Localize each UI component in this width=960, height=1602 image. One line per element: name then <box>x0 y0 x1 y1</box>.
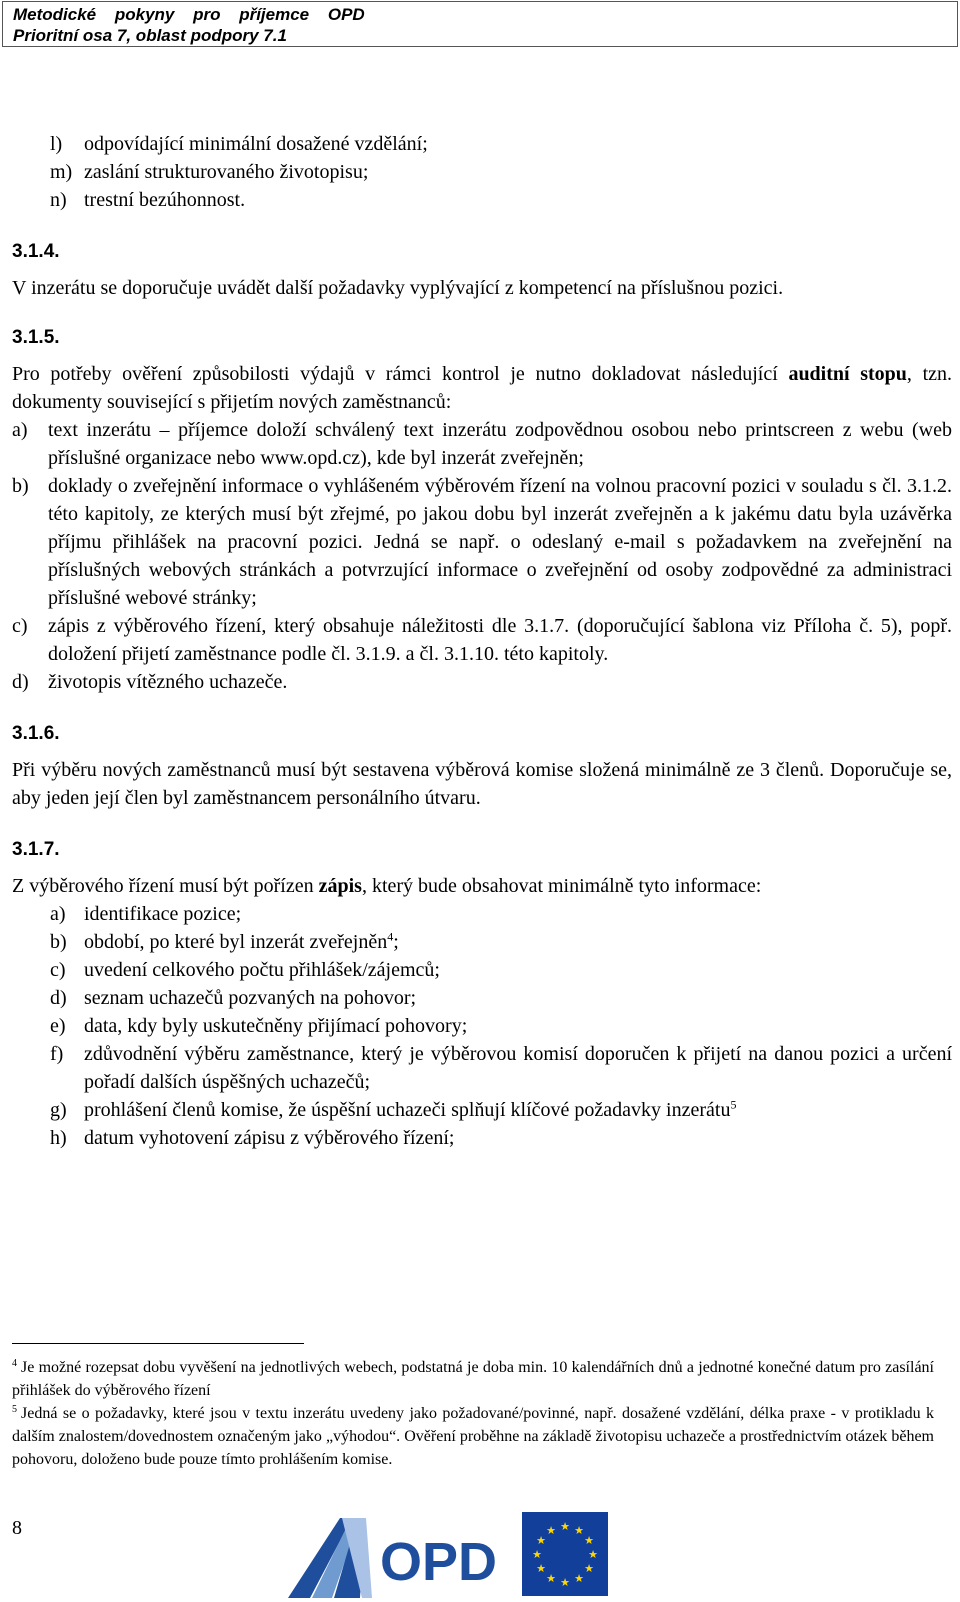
list-item-text: zápis z výběrového řízení, který obsahuje náležitosti dle 3.1.7. (doporučující šablona viz Příloha č. 5), popř. doložení přijetí zaměstnance podle čl. 3.1.9. a čl. 3.1.10. této kapitoly. <box>48 615 952 665</box>
footnote-text: Jedná se o požadavky, které jsou v textu inzerátu uvedeny jako požadované/povinné, např. dosažené vzdělání, délka praxe - v protikladu k dalším znalostem/dovednostem označeným jako „výhodou“. Ověření proběhne na základě životopisu uchazeče a prostřednictvím otázek během pohovoru, doloženo bude pouze tímto prohlášením komise. <box>12 1405 934 1468</box>
section-heading-3-1-4: 3.1.4. <box>12 241 60 262</box>
list-marker: c) <box>12 615 28 637</box>
footnote-separator <box>12 1343 304 1344</box>
svg-text:★: ★ <box>574 1524 584 1537</box>
svg-text:★: ★ <box>560 1520 570 1533</box>
list-item <box>12 956 952 984</box>
intro-text-end: , tzn. dokumenty související s přijetím nových zaměstnanců: <box>12 363 952 413</box>
intro-bold-text: auditní stopu <box>788 363 907 385</box>
intro-bold-text: zápis <box>318 875 362 897</box>
list-item-text-end: ; <box>393 931 399 953</box>
section-intro-3-1-5 <box>12 360 952 416</box>
intro-text-end: , který bude obsahovat minimálně tyto informace: <box>361 875 762 897</box>
list-item-text: doklady o zveřejnění informace o vyhlášeném výběrovém řízení na volnou pracovní pozici v souladu s čl. 3.1.2. této kapitoly, ze kterých musí být zřejmé, po jakou dobu byl inzerát zveřejněn a k jakému datu byla uzávěrka příjmu přihlášek na pracovní pozici. Jedná se např. o odeslaný e-mail s požadavkem na zveřejnění na příslušných webových stránkách a potvrzující informace o zveřejnění od osoby zodpovědné za administraci příslušné webové stránky; <box>48 475 952 609</box>
section-intro-3-1-7 <box>12 872 952 900</box>
list-item <box>12 1012 952 1040</box>
list-marker: a) <box>50 903 66 925</box>
list-item <box>12 1124 952 1152</box>
list-marker: b) <box>12 475 29 497</box>
list-item-text: datum vyhotovení zápisu z výběrového řízení; <box>84 1127 455 1149</box>
svg-text:★: ★ <box>584 1562 594 1575</box>
section-heading-3-1-6: 3.1.6. <box>12 723 60 744</box>
page-body <box>12 130 952 1152</box>
header-subtitle: Prioritní osa 7, oblast podpory 7.1 <box>13 26 287 45</box>
svg-text:★: ★ <box>584 1534 594 1547</box>
footnotes <box>12 1356 934 1471</box>
list-item <box>12 416 952 472</box>
list-marker: c) <box>50 959 66 981</box>
list-item <box>12 1040 952 1096</box>
list-item <box>12 900 952 928</box>
list-marker: g) <box>50 1099 67 1121</box>
running-header <box>2 1 958 47</box>
list-marker: m) <box>50 161 73 183</box>
list-item-text: data, kdy byly uskutečněny přijímací pohovory; <box>84 1015 468 1037</box>
svg-text:★: ★ <box>546 1572 556 1585</box>
list-marker: l) <box>50 133 63 155</box>
list-marker: h) <box>50 1127 67 1149</box>
list-item-text: identifikace pozice; <box>84 903 242 925</box>
section-text-3-1-4: V inzerátu se doporučuje uvádět další požadavky vyplývající z kompetencí na příslušnou pozici. <box>12 277 784 299</box>
list-item-text: zdůvodnění výběru zaměstnance, který je výběrovou komisí doporučen k přijetí na danou pozici a určení pořadí dalších úspěšných uchazečů; <box>84 1043 952 1093</box>
intro-text: Z výběrového řízení musí být pořízen <box>12 875 319 897</box>
page-number: 8 <box>12 1517 22 1539</box>
list-item <box>12 668 952 696</box>
svg-text:★: ★ <box>560 1576 570 1589</box>
list-item-text: text inzerátu – příjemce doloží schválený text inzerátu zodpovědnou osobou nebo printscreen z webu (web příslušné organizace nebo www.opd.cz), kde byl inzerát zveřejněn; <box>48 419 952 469</box>
section-text-3-1-6: Při výběru nových zaměstnanců musí být sestavena výběrová komise složená minimálně ze 3 členů. Doporučuje se, aby jeden její člen byl zaměstnancem personálního útvaru. <box>12 759 952 809</box>
list-item-text: životopis vítězného uchazeče. <box>48 671 288 693</box>
list-item <box>12 612 952 668</box>
list-item-text: uvedení celkového počtu přihlášek/zájemců; <box>84 959 440 981</box>
list-marker: e) <box>50 1015 66 1037</box>
list-item <box>12 984 952 1012</box>
opd-eu-logo <box>288 1510 608 1598</box>
list-marker: f) <box>50 1043 64 1065</box>
list-item <box>12 928 952 956</box>
footnote-ref[interactable]: 5 <box>730 1097 737 1112</box>
footnote <box>12 1356 934 1402</box>
svg-text:★: ★ <box>588 1548 598 1561</box>
list-marker: d) <box>50 987 67 1009</box>
svg-text:★: ★ <box>536 1562 546 1575</box>
footnote-text: Je možné rozepsat dobu vyvěšení na jednotlivých webech, podstatná je doba min. 10 kalendářních dnů a jednotné konečné datum pro zasílání přihlášek do výběrového řízení <box>12 1359 934 1399</box>
header-title: Metodické pokyny pro příjemce OPD <box>13 5 365 24</box>
footnote-number: 4 <box>12 1357 17 1369</box>
list-item-text: odpovídající minimální dosažené vzdělání; <box>84 133 428 155</box>
list-item-text: období, po které byl inzerát zveřejněn <box>84 931 388 953</box>
road-arch-icon <box>288 1518 372 1598</box>
intro-text: Pro potřeby ověření způsobilosti výdajů v rámci kontrol je nutno dokladovat následující <box>12 363 789 385</box>
list-marker: d) <box>12 671 29 693</box>
list-item <box>12 130 952 158</box>
svg-text:★: ★ <box>536 1534 546 1547</box>
svg-text:★: ★ <box>532 1548 542 1561</box>
list-item <box>12 158 952 186</box>
list-item-text: trestní bezúhonnost. <box>84 189 246 211</box>
list-item-text: seznam uchazečů pozvaných na pohovor; <box>84 987 417 1009</box>
footnote <box>12 1402 934 1471</box>
list-item <box>12 472 952 612</box>
footnote-ref[interactable]: 4 <box>387 929 394 944</box>
list-item-text: zaslání strukturovaného životopisu; <box>84 161 369 183</box>
list-item <box>12 1096 952 1124</box>
svg-text:★: ★ <box>574 1572 584 1585</box>
svg-text:★: ★ <box>546 1524 556 1537</box>
section-heading-3-1-7: 3.1.7. <box>12 839 60 860</box>
list-marker: a) <box>12 419 28 441</box>
eu-flag-icon <box>522 1512 608 1596</box>
footnote-number: 5 <box>12 1403 17 1415</box>
list-item <box>12 186 952 214</box>
logo-text: OPD <box>380 1532 498 1592</box>
section-heading-3-1-5: 3.1.5. <box>12 327 60 348</box>
list-marker: n) <box>50 189 67 211</box>
list-marker: b) <box>50 931 67 953</box>
list-item-text: prohlášení členů komise, že úspěšní uchazeči splňují klíčové požadavky inzerátu <box>84 1099 731 1121</box>
